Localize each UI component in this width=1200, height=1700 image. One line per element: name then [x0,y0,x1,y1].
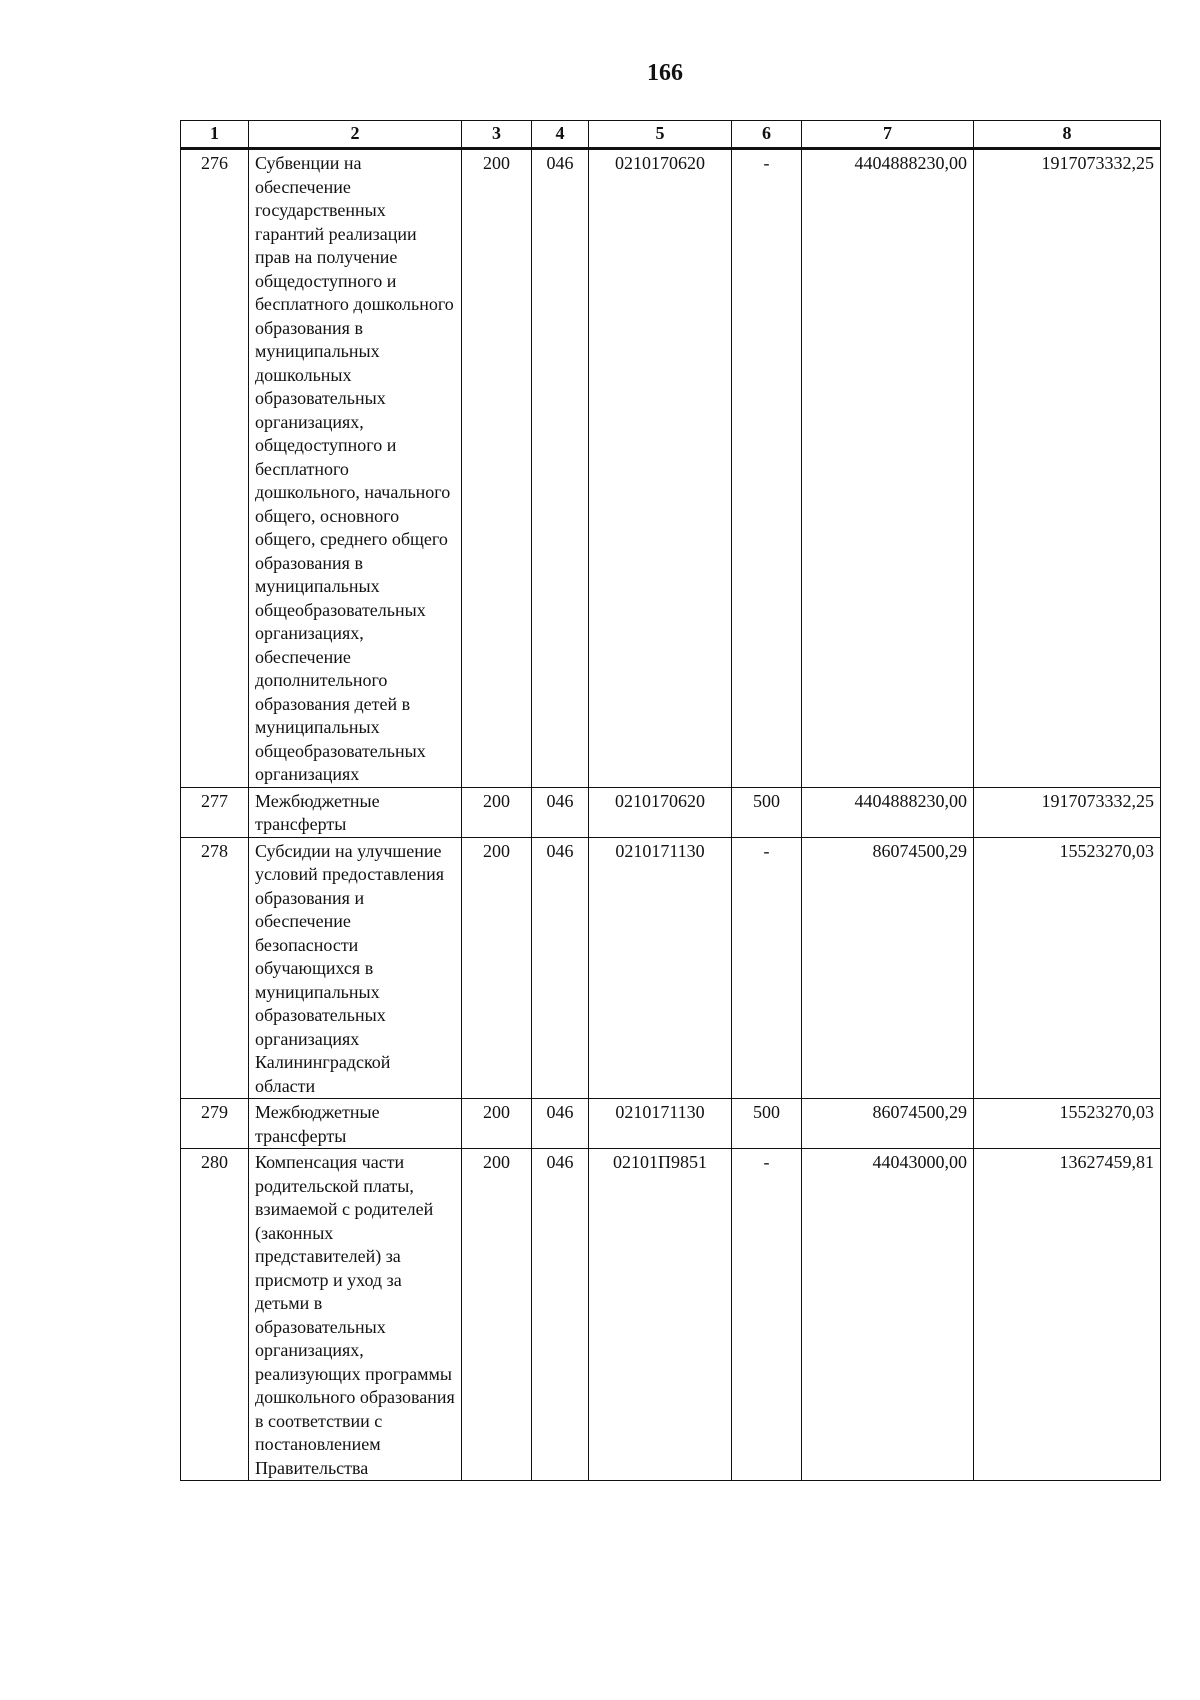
table-row [181,787,1161,837]
row-col5: 0210171130 [589,1099,732,1149]
row-col8: 13627459,81 [974,1149,1161,1481]
column-header-5: 5 [589,121,732,149]
row-col4: 046 [532,1149,589,1481]
column-header-7: 7 [802,121,974,149]
row-col6: - [732,837,802,1099]
row-col7: 86074500,29 [802,837,974,1099]
row-col3: 200 [462,837,532,1099]
row-col3: 200 [462,787,532,837]
row-col5: 0210170620 [589,787,732,837]
row-col8: 15523270,03 [974,837,1161,1099]
budget-table [180,120,1161,1481]
row-name: Субвенции на обеспечение государственных гарантий реализации прав на получение общедоступного и бесплатного дошкольного образования в муниципальных дошкольных образовательных организациях, общедоступного и бесплатного дошкольного, начального общего, основного общего, среднего общего образования в муниципальных общеобразовательных организациях, обеспечение дополнительного образования детей в муниципальных общеобразовательных организациях [249,149,462,788]
header-row [181,121,1161,149]
table-row [181,1099,1161,1149]
row-col8: 15523270,03 [974,1099,1161,1149]
column-header-4: 4 [532,121,589,149]
row-col4: 046 [532,1099,589,1149]
row-col7: 4404888230,00 [802,149,974,788]
row-col5: 0210171130 [589,837,732,1099]
row-col6: - [732,149,802,788]
row-name: Субсидии на улучшение условий предоставления образования и обеспечение безопасности обучающихся в муниципальных образовательных организациях Калининградской области [249,837,462,1099]
row-col3: 200 [462,1099,532,1149]
row-col4: 046 [532,149,589,788]
row-number: 276 [181,149,249,788]
row-col4: 046 [532,837,589,1099]
row-col7: 44043000,00 [802,1149,974,1481]
column-header-6: 6 [732,121,802,149]
row-col6: 500 [732,1099,802,1149]
column-header-1: 1 [181,121,249,149]
row-col4: 046 [532,787,589,837]
row-name: Компенсация части родительской платы, взимаемой с родителей (законных представителей) за присмотр и уход за детьми в образовательных организациях, реализующих программы дошкольного образования в соответствии с постановлением Правительства [249,1149,462,1481]
row-name: Межбюджетные трансферты [249,787,462,837]
table-row [181,837,1161,1099]
table-row [181,149,1161,788]
row-col3: 200 [462,1149,532,1481]
row-number: 280 [181,1149,249,1481]
column-header-3: 3 [462,121,532,149]
row-col6: 500 [732,787,802,837]
row-col3: 200 [462,149,532,788]
row-number: 278 [181,837,249,1099]
table-row [181,1149,1161,1481]
row-col7: 86074500,29 [802,1099,974,1149]
page-number: 166 [647,60,683,86]
row-name: Межбюджетные трансферты [249,1099,462,1149]
row-col8: 1917073332,25 [974,149,1161,788]
row-col7: 4404888230,00 [802,787,974,837]
row-col8: 1917073332,25 [974,787,1161,837]
column-header-8: 8 [974,121,1161,149]
row-number: 279 [181,1099,249,1149]
row-col5: 02101П9851 [589,1149,732,1481]
column-header-2: 2 [249,121,462,149]
row-col5: 0210170620 [589,149,732,788]
row-col6: - [732,1149,802,1481]
row-number: 277 [181,787,249,837]
